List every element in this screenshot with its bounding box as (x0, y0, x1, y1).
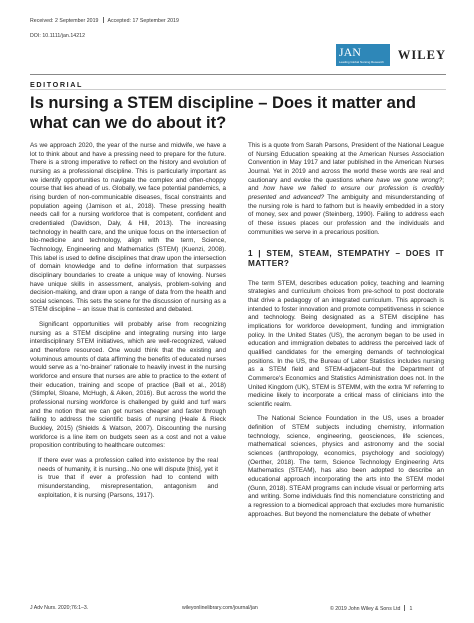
footer-separator (404, 605, 405, 611)
header-separator (103, 17, 104, 23)
copyright-text: © 2019 John Wiley & Sons Ltd (330, 606, 401, 612)
section-label: EDITORIAL (30, 80, 84, 89)
paragraph-nsf: The National Science Foundation in the US, uses a broader definition of STEM subjects including chemistry, information technology, science, engineering, geosciences, life sciences, mathematical sciences, physics and astronomy and the social sciences (anthropology, economics, psychology and sociology) (Oerther, 2018). The term, Science Technology Engineering Arts Mathematics (STEAM), has also been adopted to describe an educational approach incorporating the arts into the STEM model (Gunn, 2018). STEAM programs can include visual or performing arts and writing. Some individuals find this nomenclature constricting and a regression to a biomedical approach that excludes more humanistic approaches. But beyond the nomenclature the debate of whether (248, 415, 444, 518)
accepted-date: Accepted: 17 September 2019 (107, 18, 179, 24)
block-quote: If there ever was a profession called into existence by the real needs of humanity, it is nursing...No one will dispute [this], yet it is true that if ever a profession had to contend with misunderstanding, misrepresentation, antagonism and exploitation, it is nursing (Parsons, 1917). (38, 456, 218, 499)
page-number: 1 (409, 606, 413, 612)
wiley-logo: WILEY (397, 47, 446, 62)
footer-citation: J Adv Nurs. 2020;76:1–3. (30, 605, 89, 611)
publisher-logos (336, 43, 446, 67)
footer-copyright (330, 605, 412, 612)
footer-url[interactable]: wileyonlinelibrary.com/journal/jan (182, 605, 258, 611)
right-column (248, 142, 444, 525)
paragraph-stem-term: The term STEM, describes education policy, teaching and learning strategies and curriculum choices from pre-school to post doctorate that drive a pedagogy of an integrated curriculum. This approach is intended to foster innovation and promote competitiveness in science and technology. Being designated as a STEM discipline has implications for workforce development, funding and immigration policy. In the United States (US), the acronym began to be used in education and immigration debates to address the perceived lack of qualified candidates for the emerging demands of technological positions. In the US, the Bureau of Labor Statistics includes nursing as a STEM field and STEM-adjacent–but the Department of Commerce's Economics and Statistics Administration does not. In the United Kingdom (UK), STEM is STEMM, with the extra 'M' referring to medicine likely to incorporate a critical mass of clinicians into the scientific realm. (248, 279, 444, 408)
parsons-text-b: ; and (248, 176, 444, 193)
paragraph-intro: As we approach 2020, the year of the nurse and midwife, we have a lot to think about and have a pressing need to prepare for the future. There is a strong imperative to reflect on the history and evolution of nursing as a professional discipline. This is particularly important as we identify opportunities to navigate the complex and often-choppy course that lies ahead of us. Globally, we face potential pandemics, a rising burden of non-communicable diseases, fiscal constraints and population ageing (Jamison et al., 2018). These pressing health needs call for a nursing workforce that is competent, confident and credentialed (Davidson, Daly, & Hill, 2013). The increasing technology in health care, and the unique focus on the intersection of bio-medicine and technology, align with the term, Science, Technology, Engineering and Mathematics (STEM) (Kuenzi, 2008). This label is used to define disciplines that draw upon the intersection of domain knowledge and to define information that surpasses disciplinary boundaries to create a unique way of knowing. Nurses have unique skills in assessment, analysis, problem-solving and decision-making, and draw upon a range of data from the health and social sciences. This sets the scene for the discussion of nursing as a STEM discipline – an issue that is contested and debated. (30, 142, 226, 314)
parsons-text-c: The ambiguity and misunderstanding of the nursing role is hard to fathom but is heavily embedded in a story of money, sex and power (Steinberg, 1990). Failing to address each of these issues places our profession and the individuals and communities we serve in a precarious position. (248, 193, 444, 236)
question-how-failed: how have we failed to ensure our profession is credibly presented and advanced? (248, 185, 444, 201)
jan-logo-subtitle: Leading Global Nursing Research (338, 60, 384, 64)
left-column (30, 142, 226, 506)
paragraph-opportunities: Significant opportunities will probably arise from recognizing nursing as a STEM discipline and integrating nursing into large interdisciplinary STEM initiatives, which are well-recognized, valued and therefore resourced. One would think that the existing and voluminous amounts of data affirming the benefits of educated nurses would serve as a 'no-brainer' rationale to heavily invest in the nursing workforce and ensure that nurses are able to practice to the extent of their education, training and scope of practice (Ball et al., 2018) (Stimpfel, Sloane, McHugh, & Aiken, 2016). But across the world the professional nursing workforce is challenged by guild and turf wars and the notion that we can get nurses cheaper and faster through failing to address the scientific basis of nursing (Heale & Rieck Buckley, 2015) (Shields & Watson, 2007). Discounting the nursing workforce is a line item on budgets seen as a cost and not a value proposition contributing to healthcare outcomes: (30, 321, 226, 450)
jan-logo (336, 44, 390, 66)
article-dates (30, 17, 179, 24)
question-where-wrong: where have we gone wrong? (355, 176, 443, 184)
section-divider (30, 89, 446, 90)
section-heading-1: 1 | STEM, STEAM, STEMPATHY – DOES IT MATTER? (248, 249, 444, 269)
doi[interactable]: DOI: 10.1111/jan.14212 (30, 33, 86, 39)
paragraph-parsons-quote (248, 142, 444, 237)
article-title: Is nursing a STEM discipline – Does it matter and what can we do about it? (30, 94, 417, 132)
jan-logo-text: JAN (338, 45, 361, 59)
parsons-text-a: This is a quote from Sarah Parsons, President of the National League of Nursing Education speaking at the American Nurses Association Convention in May 1917 and later published in the American Nurses Journal. Yet in 2019 and across the world these words are real and cautionary and evoke the questions (248, 142, 444, 184)
received-date: Received: 2 September 2019 (30, 18, 99, 24)
top-divider (30, 74, 446, 75)
